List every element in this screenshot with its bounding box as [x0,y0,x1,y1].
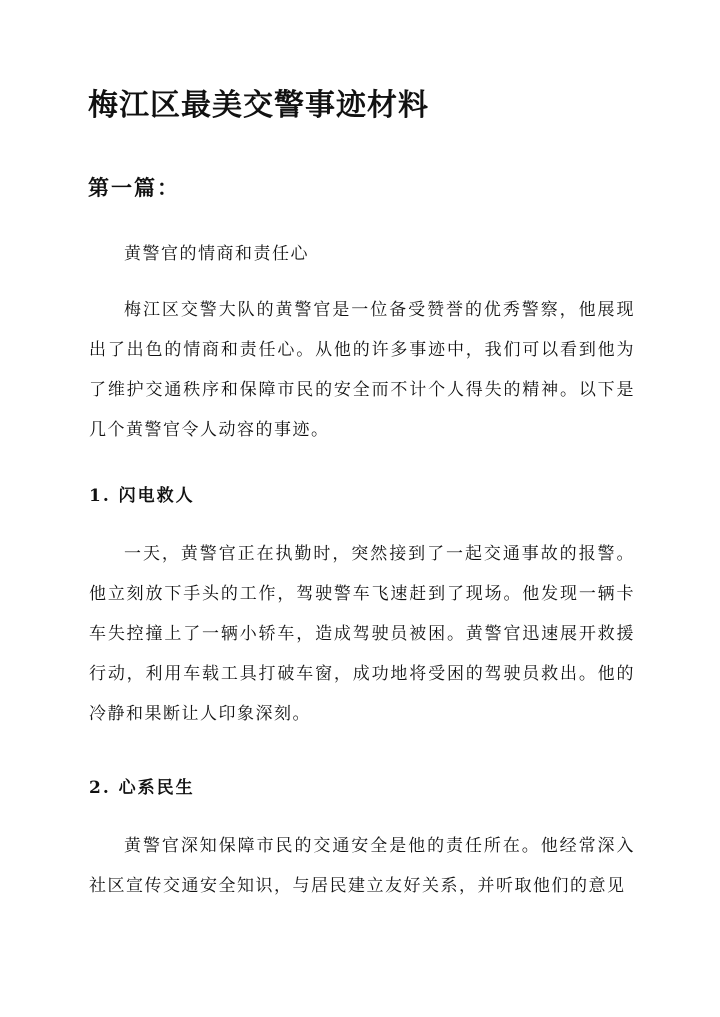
intro-paragraph: 梅江区交警大队的黄警官是一位备受赞誉的优秀警察，他展现出了出色的情商和责任心。从他的许多事迹中，我们可以看到他为了维护交通秩序和保障市民的安全而不计个人得失的精神。以下是几个黄警官令人动容的事迹。 [89,300,635,440]
section-body-1: 一天，黄警官正在执勤时，突然接到了一起交通事故的报警。他立刻放下手头的工作，驾驶警车飞速赶到了现场。他发现一辆卡车失控撞上了一辆小轿车，造成驾驶员被困。黄警官迅速展开救援行动，利用车载工具打破车窗，成功地将受困的驾驶员救出。他的冷静和果断让人印象深刻。 [89,544,635,724]
section-heading-1: 1. 闪电救人 [89,486,195,506]
document-title: 梅江区最美交警事迹材料 [88,88,429,123]
section-subtitle: 黄警官的情商和责任心 [124,244,309,264]
section-body-2: 黄警官深知保障市民的交通安全是他的责任所在。他经常深入社区宣传交通安全知识，与居民建立友好关系，并听取他们的意见 [89,836,635,896]
section-heading-2: 2. 心系民生 [89,778,195,798]
chapter-heading: 第一篇： [88,175,180,200]
